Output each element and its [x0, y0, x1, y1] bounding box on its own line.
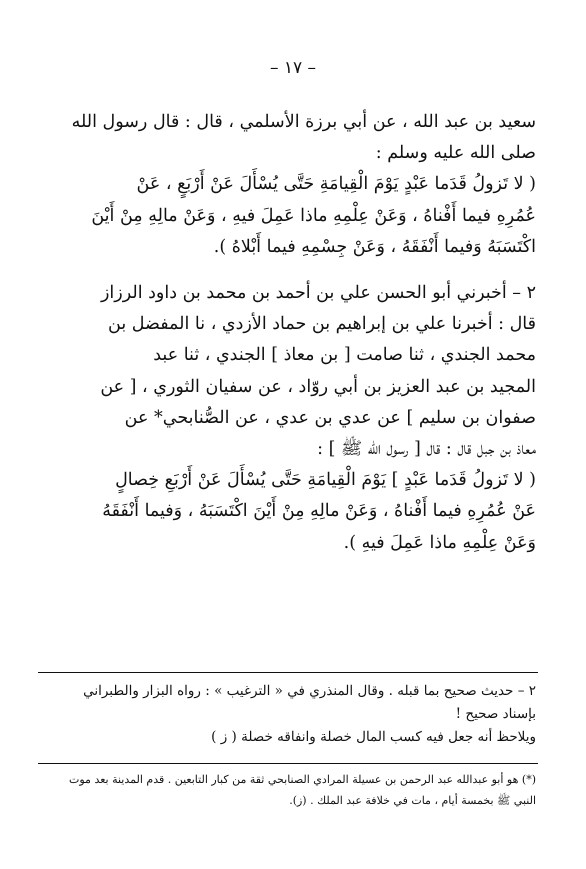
text-line: صلى الله عليه وسلم : — [375, 143, 536, 164]
footnote — [40, 769, 536, 811]
isnad-line: قال : أخبرنا علي بن إبراهيم بن حماد الأزدي ، نا المفضل بن — [108, 314, 536, 335]
hadith-text-line: ( لا تَزولُ قَدَما عَبْدٍ يَوْمَ الْقِيامَةِ حَتَّى يُسْأَلَ عَنْ أَرْبَعٍ ، عَنْ — [136, 174, 536, 195]
main-text — [40, 107, 536, 559]
hadith-text-line: عُمُرِهِ فيما أَفْناهُ ، وَعَنْ عِلْمِهِ ماذا عَمِلَ فيهِ ، وَعَنْ مالِهِ مِنْ أَيْنَ — [91, 205, 536, 226]
footnote-divider — [38, 763, 538, 764]
footnote-line: (*) هو أبو عبدالله عبد الرحمن بن عسيلة المرادي الصنابحي ثقة من كبار التابعين . قدم المدينة بعد موت — [69, 773, 536, 786]
page-number: – ١٧ – — [269, 58, 317, 78]
text-line: سعيد بن عبد الله ، عن أبي برزة الأسلمي ، قال : قال رسول الله — [71, 112, 536, 132]
isnad-line: المجيد بن عبد العزيز بن أبي روّاد ، عن سفيان الثوري ، [ عن — [100, 376, 536, 397]
note-line: ويلاحظ أنه جعل فيه كسب المال خصلة وانفاقه خصلة ( ز ) — [211, 729, 536, 745]
isnad-line: معاذ بن جبل قال : قال [ رسول الله ﷺ ] : — [317, 439, 536, 460]
hadith-text-line: وَعَنْ عِلْمِهِ ماذا عَمِلَ فيهِ ). — [343, 532, 536, 553]
hadith-text-line: عَنْ عُمُرِهِ فيما أَفْناهُ ، وَعَنْ مالِهِ مِنْ أَيْنَ اكْتَسَبَهُ ، وَفيما أَنْفَقَهُ — [102, 501, 536, 522]
isnad-line: محمد الجندي ، ثنا صامت [ بن معاذ ] الجندي ، ثنا عبد — [153, 345, 536, 366]
isnad-line: ٢ – أخبرني أبو الحسن علي بن أحمد بن محمد بن داود الرزاز — [100, 283, 536, 304]
hadith-text-line: ( لا تَزولُ قَدَما عَبْدٍ ] يَوْمَ الْقِيامَةِ حَتَّى يُسْأَلَ عَنْ أَرْبَعِ خِصالٍ — [115, 470, 536, 491]
hadith-text-line: اكْتَسَبَهُ وَفيما أَنْفَقَهُ ، وَعَنْ جِسْمِهِ فيما أَبْلاهُ ). — [213, 236, 536, 257]
note-line: بإسناد صحيح ! — [455, 706, 536, 722]
note-line: ٢ – حديث صحيح بما قبله . وقال المنذري في « الترغيب » : رواه البزار والطبراني — [83, 683, 536, 699]
footnote-line: النبي ﷺ بخمسة أيام ، مات في خلافة عبد الملك . (ز). — [289, 794, 536, 807]
takhrij-notes — [40, 680, 536, 749]
notes-divider — [38, 672, 538, 673]
isnad-line: صفوان بن سليم ] عن عدي بن عدي ، عن الصُّنابحي* عن — [124, 407, 536, 428]
